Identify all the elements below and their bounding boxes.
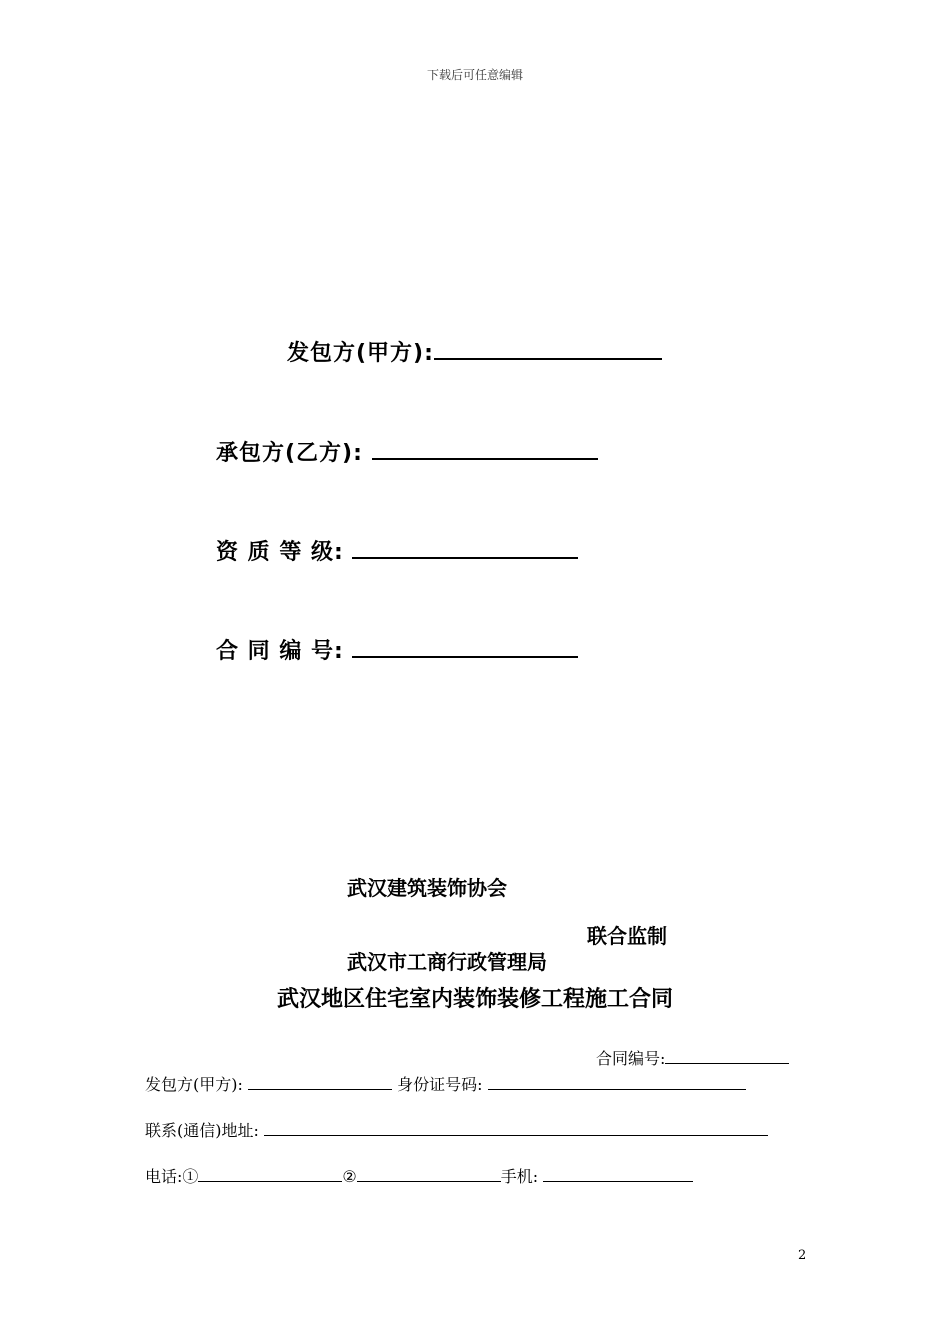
form-contract-no-blank xyxy=(665,1062,789,1064)
header-note: 下载后可任意编辑 xyxy=(426,68,523,82)
page-number: 2 xyxy=(798,1248,807,1263)
form-phone-2-blank xyxy=(357,1180,501,1182)
cover-contract-no-blank xyxy=(352,655,578,658)
cover-qualification-blank xyxy=(352,556,578,559)
cover-party-a-label: 发包方(甲方): xyxy=(287,341,434,366)
form-contract-no-label: 合同编号: xyxy=(596,1049,666,1068)
form-phone-label: 电话:① xyxy=(145,1167,199,1186)
form-phone-line xyxy=(145,1164,693,1187)
cover-party-a-blank xyxy=(434,357,662,360)
form-address-label: 联系(通信)地址: xyxy=(145,1121,259,1140)
form-id-label: 身份证号码: xyxy=(397,1075,483,1094)
form-phone-2-label: ② xyxy=(342,1167,357,1186)
cover-party-b-blank xyxy=(372,457,598,460)
form-mobile-blank xyxy=(543,1180,693,1182)
cover-qualification-line xyxy=(216,535,578,566)
form-contract-no-line xyxy=(596,1046,789,1069)
contract-title: 武汉地区住宅室内装饰装修工程施工合同 xyxy=(276,987,673,1012)
form-id-blank xyxy=(488,1088,746,1090)
form-mobile-label: 手机: xyxy=(500,1167,539,1186)
issuer-joint-label: 联合监制 xyxy=(587,924,667,948)
form-phone-1-blank xyxy=(198,1180,342,1182)
form-party-a-label: 发包方(甲方): xyxy=(145,1075,243,1094)
cover-contract-no-label: 合 同 编 号: xyxy=(216,639,344,664)
issuer-org-2: 武汉市工商行政管理局 xyxy=(347,950,547,974)
cover-qualification-label: 资 质 等 级: xyxy=(216,540,344,565)
form-party-a-line xyxy=(145,1072,746,1095)
cover-contract-no-line xyxy=(216,634,578,665)
cover-party-b-line xyxy=(216,436,598,467)
cover-party-a-line xyxy=(287,336,662,367)
form-party-a-blank xyxy=(248,1088,392,1090)
form-address-line xyxy=(145,1118,768,1141)
form-address-blank xyxy=(264,1134,768,1136)
cover-party-b-label: 承包方(乙方): xyxy=(216,441,363,466)
issuer-org-1: 武汉建筑装饰协会 xyxy=(347,876,507,900)
